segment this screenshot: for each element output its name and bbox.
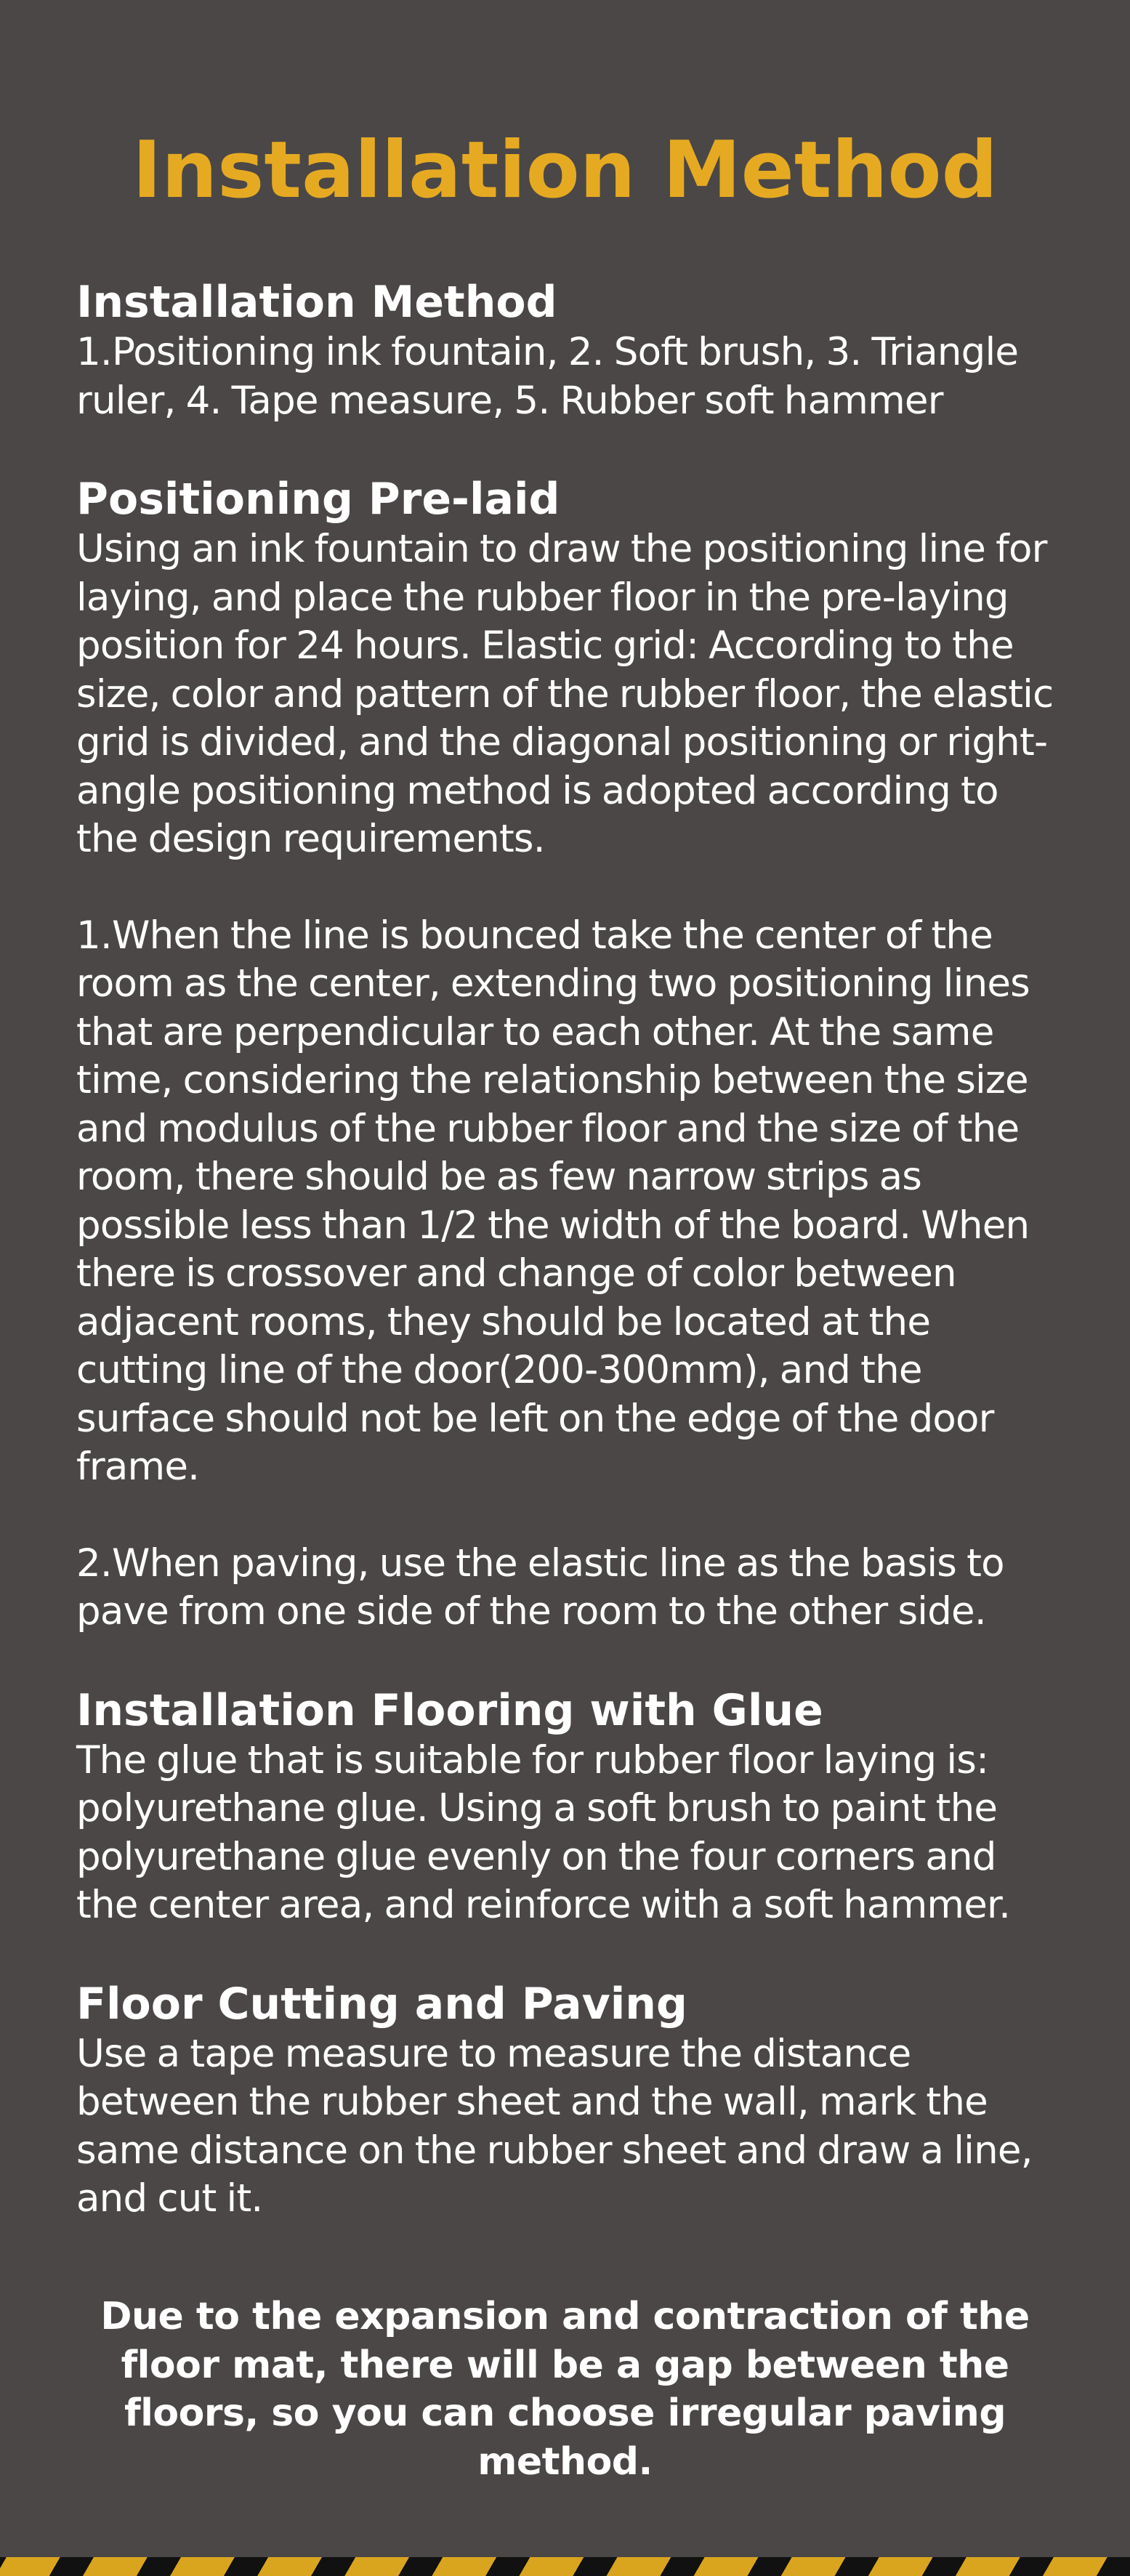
section-paragraph: 2.When paving, use the elastic line as the basis to pave from one side of the room to the other side. xyxy=(76,1541,1004,1634)
section-paragraph: Using an ink fountain to draw the positioning line for laying, and place the rubber floor in the pre-laying position for 24 hours. Elastic grid: According to the size, color and pattern of the rubber floor, the elastic grid is divided, and the diagonal positioning or right-angle positioning method is adopted according to the design requirements. xyxy=(76,527,1054,861)
section-floor-cutting xyxy=(76,1978,1065,2224)
section-heading: Positioning Pre-laid xyxy=(76,474,560,525)
section-tools xyxy=(76,276,1065,425)
section-paragraph: 1.Positioning ink fountain, 2. Soft brush, 3. Triangle ruler, 4. Tape measure, 5. Rubber soft hammer xyxy=(76,330,1019,423)
section-heading: Installation Flooring with Glue xyxy=(76,1684,823,1736)
section-paragraph: The glue that is suitable for rubber floor laying is: polyurethane glue. Using a soft brush to paint the polyurethane glue evenly on the four corners and the center area, and reinforce with a soft hammer. xyxy=(76,1737,1011,1927)
section-positioning-pre-laid xyxy=(76,473,1065,1636)
hazard-stripe-border xyxy=(0,2557,1130,2576)
section-flooring-with-glue xyxy=(76,1684,1065,1930)
page-title: Installation Method xyxy=(132,125,998,216)
closing-note: Due to the expansion and contraction of the floor mat, there will be a gap between the floors, so you can choose irregular paving method. xyxy=(100,2295,1030,2484)
content-body xyxy=(76,276,1065,2272)
section-heading: Floor Cutting and Paving xyxy=(76,1978,687,2030)
section-paragraph: Use a tape measure to measure the distance between the rubber sheet and the wall, mark the same distance on the rubber sheet and draw a line, and cut it. xyxy=(76,2031,1033,2221)
section-heading: Installation Method xyxy=(76,277,557,328)
section-paragraph: 1.When the line is bounced take the center of the room as the center, extending two positioning lines that are perpendicular to each other. At the same time, considering the relationship between the size and modulus of the rubber floor and the size of the room, there should be as few narrow strips as possible less than 1/2 the width of the board. When there is crossover and change of color between adjacent rooms, they should be located at the cutting line of the door(200-300mm), and the surface should not be left on the edge of the door frame. xyxy=(76,913,1030,1489)
